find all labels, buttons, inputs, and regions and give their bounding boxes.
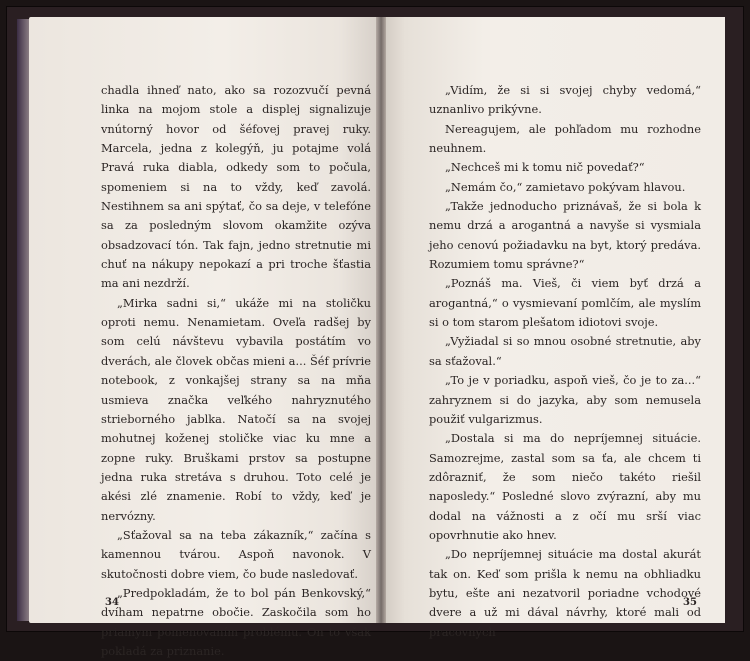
open-book bbox=[6, 6, 744, 658]
book-gutter bbox=[376, 17, 386, 623]
paragraph: „Mirka sadni si,“ ukáže mi na stoličku oproti nemu. Nenamietam. Oveľa radšej by som celú návštevu vybavila postátím vo dverách, ale človek občas mieni a... Šéf prívrie notebook, z vonkajšej strany sa na mňa usmieva značka veľkého nahryznutého strieborného jablka. Natočí sa na svojej mohutnej koženej stoličke viac ku mne a zopne ruky. Bruškami prstov sa postupne jedna ruka stretáva s druhou. Toto celé je akési zlé znamenie. Robí to vždy, keď je nervózny. bbox=[101, 295, 371, 523]
paragraph: „Vyžiadal si so mnou osobné stretnutie, aby sa sťažoval.“ bbox=[429, 334, 701, 368]
paragraph: „Nechceš mi k tomu nič povedať?“ bbox=[445, 160, 645, 175]
page-number: 34 bbox=[105, 597, 119, 608]
book-edge bbox=[17, 19, 29, 621]
paragraph: „Sťažoval sa na teba zákazník,“ začína s kamennou tvárou. Aspoň navonok. V skutočnosti dobre viem, čo bude nasledovať. bbox=[101, 527, 371, 581]
paragraph: „Predpokladám, že to bol pán Benkovský,“ dvíham nepatrne obočie. Zaskočila som ho priamym pomenovaním problému. On to však pokladá za priznanie. bbox=[101, 585, 371, 658]
paragraph: „Nemám čo,“ zamietavo pokývam hlavou. bbox=[445, 179, 686, 194]
left-page bbox=[29, 17, 381, 658]
paragraph: „To je v poriadku, aspoň vieš, čo je to za...“ zahryznem si do jazyka, aby som nemusela použiť vulgarizmus. bbox=[429, 373, 701, 426]
paragraph: „Vidím, že si si svojej chyby vedomá,“ uznanlivo prikývne. bbox=[429, 83, 701, 117]
page-number: 35 bbox=[683, 597, 697, 608]
right-page-text bbox=[429, 81, 701, 642]
right-page bbox=[381, 17, 725, 639]
paragraph: Nereagujem, ale pohľadom mu rozhodne neuhnem. bbox=[429, 121, 701, 156]
paragraph: chadla ihneď nato, ako sa rozozvučí pevná linka na mojom stole a displej signalizuje vnútorný hovor od šéfovej pravej ruky. Marcela, jedna z kolegýň, ju potajme volá Pravá ruka diabla, odkedy som to počula, spomeniem si na to vždy, keď zavolá. Nestihnem sa ani spýtať, čo sa deje, v telefóne sa za posledným slovom okamžite ozýva obsadzovací tón. Tak fajn, jedno stretnutie mi chuť na nákupy nepokazí a pri troche šťastia ma ani nezdrží. bbox=[101, 83, 371, 291]
paragraph: „Poznáš ma. Vieš, či viem byť drzá a arogantná,“ o vysmievaní pomlčím, ale myslím si o tom starom plešatom idiotovi svoje. bbox=[429, 276, 701, 330]
paragraph: „Takže jednoducho priznávaš, že si bola k nemu drzá a arogantná a navyše si vysmiala jeho cenovú požiadavku na byt, ktorý predáva. Rozumiem tomu správne?“ bbox=[429, 199, 701, 272]
paragraph: „Dostala si ma do nepríjemnej situácie. Samozrejme, zastal som sa ťa, ale chcem ti zdôrazniť, že som niečo takéto riešil naposledy.“ Posledné slovo zvýrazní, aby mu dodal na vážnosti a z očí mu srší viac opovrhnutie ako hnev. bbox=[429, 431, 701, 542]
paragraph: „Do nepríjemnej situácie ma dostal akurát tak on. Keď som prišla k nemu na obhliadku bytu, ešte ani nezatvoril poriadne vchodové dvere a už mi dával návrhy, ktoré mali od pracovných bbox=[429, 547, 701, 639]
left-page-text bbox=[101, 81, 371, 661]
